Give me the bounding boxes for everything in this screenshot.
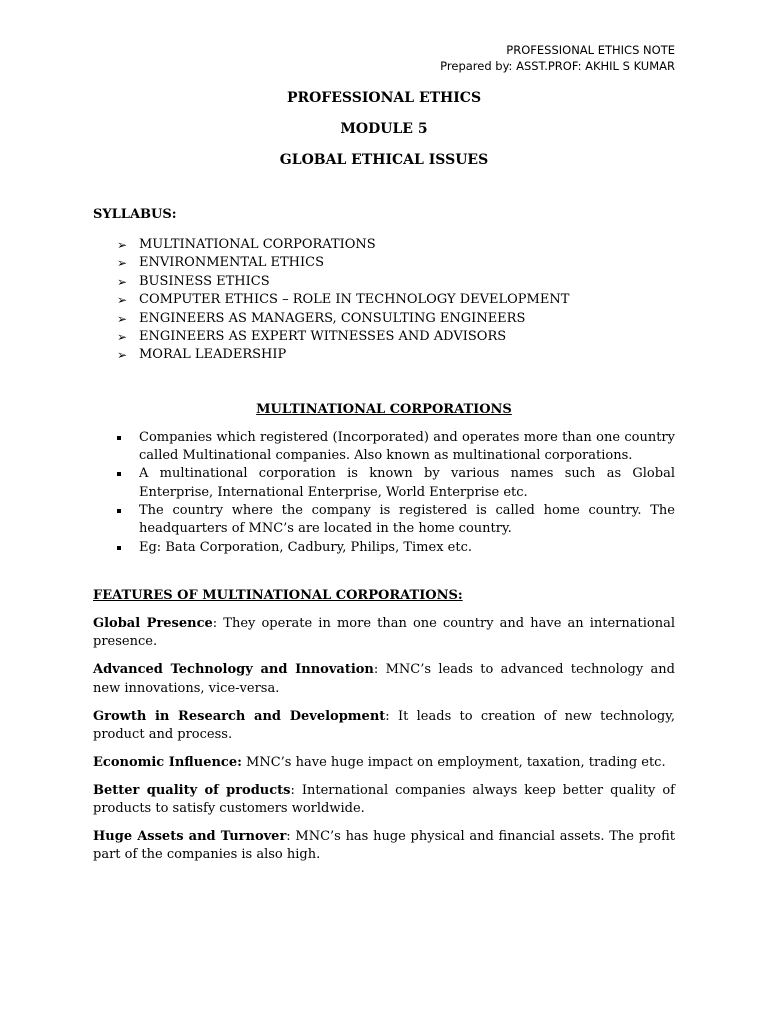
feature-term: Huge Assets and Turnover (93, 829, 287, 845)
subject-title: PROFESSIONAL ETHICS (286, 90, 482, 106)
feature-paragraph (93, 828, 675, 865)
feature-term: Growth in Research and Development (93, 708, 386, 724)
syllabus-item (117, 346, 675, 364)
mnc-point (117, 465, 675, 502)
feature-description: MNC’s has huge physical and financial assets. The profit part of the companies is also high. (93, 829, 675, 863)
mnc-point (117, 539, 675, 557)
syllabus-item (117, 236, 675, 254)
mnc-point-text: Companies which registered (Incorporated) and operates more than one country called Multinational companies. Also known as multinational corporations. (139, 429, 675, 464)
header-prepared-by: Prepared by: ASST.PROF: AKHIL S KUMAR (440, 59, 675, 73)
arrowhead-bullet-icon: ➢ (117, 330, 128, 345)
square-bullet-icon (117, 436, 121, 440)
feature-term: Global Presence (93, 615, 213, 631)
square-bullet-icon (117, 509, 121, 513)
mnc-point-text: The country where the company is registered is called home country. The headquarters of MNC’s are located in the home country. (139, 503, 675, 537)
feature-term: Better quality of products (93, 782, 291, 798)
mnc-point-text: A multinational corporation is known by various names such as Global Enterprise, International Enterprise, World Enterprise etc. (139, 466, 675, 500)
header-note-title: PROFESSIONAL ETHICS NOTE (506, 43, 675, 57)
syllabus-item-text: ENGINEERS AS EXPERT WITNESSES AND ADVISORS (139, 329, 507, 345)
arrowhead-bullet-icon: ➢ (117, 348, 128, 363)
arrowhead-bullet-icon: ➢ (117, 256, 128, 271)
document-body (93, 206, 675, 874)
syllabus-item (117, 273, 675, 291)
arrowhead-bullet-icon: ➢ (117, 238, 128, 252)
feature-separator: : (212, 615, 218, 631)
mnc-section-heading: MULTINATIONAL CORPORATIONS (256, 401, 512, 417)
features-heading: FEATURES OF MULTINATIONAL CORPORATIONS: (93, 587, 463, 603)
module-title: MODULE 5 (340, 121, 428, 137)
syllabus-item (117, 328, 675, 346)
document-titles (0, 87, 768, 180)
syllabus-item-text: BUSINESS ETHICS (139, 273, 270, 289)
mnc-point-text: Eg: Bata Corporation, Cadbury, Philips, Timex etc. (139, 539, 472, 555)
mnc-point (117, 502, 675, 539)
syllabus-heading: SYLLABUS: (93, 207, 177, 222)
square-bullet-icon (117, 472, 121, 476)
feature-description: It leads to creation of new technology, product and process. (93, 708, 675, 742)
mnc-points-list (93, 429, 675, 557)
syllabus-item-text: COMPUTER ETHICS – ROLE IN TECHNOLOGY DEVELOPMENT (139, 292, 570, 308)
syllabus-list (93, 236, 675, 365)
feature-paragraph (93, 661, 675, 698)
syllabus-item (117, 291, 675, 309)
feature-description: They operate in more than one country and have an international presence. (93, 615, 676, 650)
page-header (440, 42, 675, 74)
arrowhead-bullet-icon: ➢ (117, 311, 128, 326)
syllabus-item-text: MORAL LEADERSHIP (139, 347, 287, 363)
feature-separator: : (373, 662, 379, 678)
square-bullet-icon (117, 546, 121, 550)
feature-paragraph (93, 782, 675, 819)
arrowhead-bullet-icon: ➢ (117, 293, 128, 308)
topic-title: GLOBAL ETHICAL ISSUES (279, 152, 489, 168)
arrowhead-bullet-icon: ➢ (117, 274, 128, 289)
feature-description: MNC’s leads to advanced technology and new innovations, vice-versa. (93, 662, 675, 696)
feature-separator: : (385, 708, 390, 724)
feature-separator: : (286, 829, 291, 845)
feature-description: International companies always keep better quality of products to satisfy customers worldwide. (93, 782, 675, 817)
feature-term: Advanced Technology and Innovation (93, 662, 374, 678)
feature-paragraph (93, 754, 675, 772)
syllabus-item (117, 254, 675, 272)
feature-term: Economic Influence: (93, 754, 242, 770)
feature-description: MNC’s have huge impact on employment, taxation, trading etc. (241, 754, 666, 770)
feature-paragraph (93, 708, 675, 745)
syllabus-item-text: MULTINATIONAL CORPORATIONS (139, 237, 376, 252)
syllabus-item-text: ENVIRONMENTAL ETHICS (139, 255, 324, 271)
feature-separator: : (290, 782, 295, 798)
syllabus-item-text: ENGINEERS AS MANAGERS, CONSULTING ENGINEERS (139, 310, 526, 326)
syllabus-item (117, 310, 675, 328)
mnc-point (117, 429, 675, 466)
feature-paragraph (93, 615, 675, 652)
